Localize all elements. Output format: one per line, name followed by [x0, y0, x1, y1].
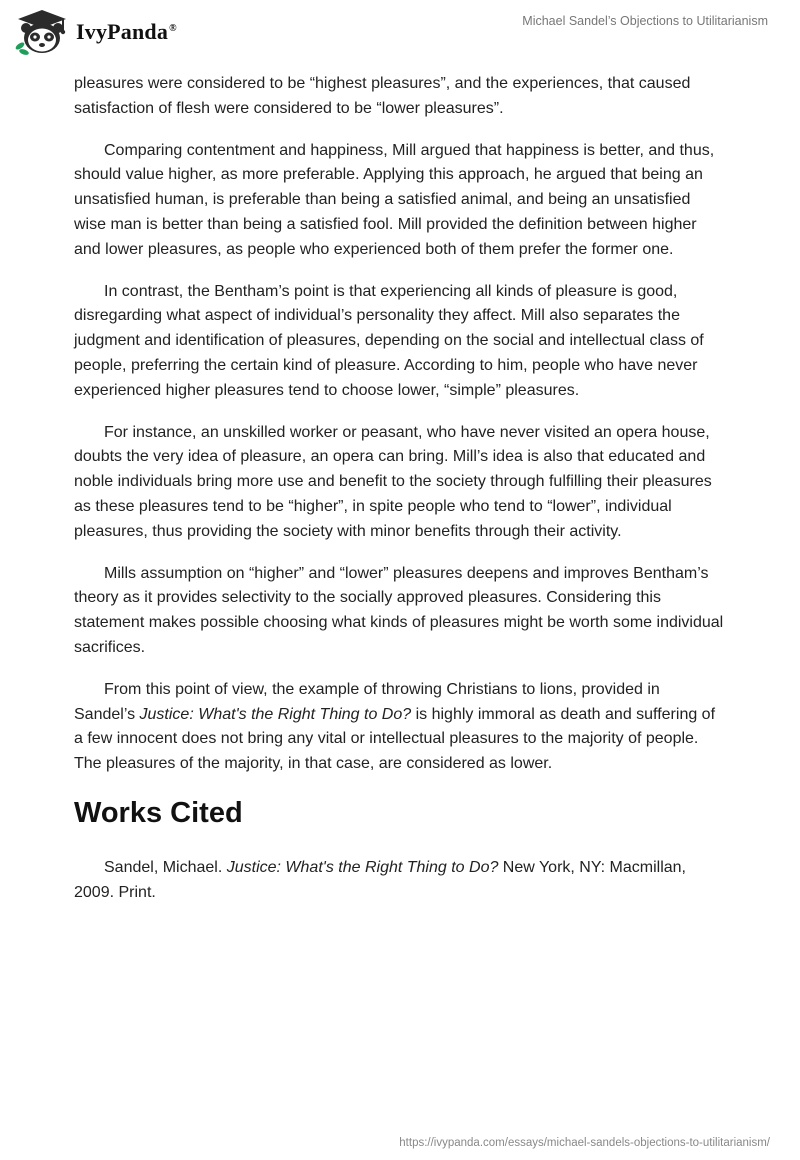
book-title: Justice: What's the Right Thing to Do?	[139, 705, 412, 723]
paragraph-6	[74, 678, 724, 777]
works-cited-heading: Works Cited	[74, 796, 243, 829]
citation-publisher: New York, NY: Macmillan, 2009. Print.	[74, 858, 686, 901]
paragraph-6-start: From this point of view, the example of throwing Christians to lions, provided in Sandel’s	[74, 680, 660, 723]
paragraph-2: Comparing contentment and happiness, Mill argued that happiness is better, and thus, should value higher, as more preferable. Applying this approach, he argued that being an unsatisfied human, is preferable than being a satisfied animal, and being an unsatisfied wise man is better than being a satisfied fool. Mill provided the definition between higher and lower pleasures, as people who experienced both of them prefer the former one.	[74, 141, 715, 258]
document-title: Michael Sandel’s Objections to Utilitarianism	[522, 14, 768, 28]
page-header	[0, 0, 800, 64]
ivypanda-logo[interactable]	[14, 8, 177, 56]
citation-title: Justice: What's the Right Thing to Do?	[226, 858, 499, 876]
citation-author: Sandel, Michael.	[104, 858, 227, 876]
paragraph-4: For instance, an unskilled worker or peasant, who have never visited an opera house, doubts the very idea of pleasure, an opera can bring. Mill’s idea is also that educated and noble individuals bring more use and benefit to the society through fulfilling their pleasures as these pleasures tend to be “higher”, in spite people who tend to “lower”, individual pleasures, thus providing the society with minor benefits through their activity.	[74, 423, 712, 540]
citation-entry	[74, 856, 724, 906]
brand-name	[76, 19, 177, 45]
paragraph-6-end: is highly immoral as death and suffering of a few innocent does not bring any vital or intellectual pleasures to the majority of people. The pleasures of the majority, in that case, are considered as lower.	[74, 705, 716, 773]
panda-logo-icon	[14, 8, 70, 56]
registered-mark: ®	[169, 22, 177, 34]
brand-text: IvyPanda	[76, 19, 169, 44]
source-url-link[interactable]: https://ivypanda.com/essays/michael-sandels-objections-to-utilitarianism/	[399, 1137, 770, 1149]
paragraph-3: In contrast, the Bentham’s point is that experiencing all kinds of pleasure is good, disregarding what aspect of individual’s personality they affect. Mill also separates the judgment and identification of pleasures, depending on the social and intellectual class of people, preferring the certain kind of pleasure. According to him, people who have never experienced higher pleasures tend to choose lower, “simple” pleasures.	[74, 282, 704, 399]
paragraph-5: Mills assumption on “higher” and “lower” pleasures deepens and improves Bentham’s theory as it provides selectivity to the socially approved pleasures. Considering this statement makes possible choosing what kinds of pleasures might be worth some individual sacrifices.	[74, 564, 724, 656]
paragraph-1: pleasures were considered to be “highest pleasures”, and the experiences, that caused satisfaction of flesh were considered to be “lower pleasures”.	[74, 75, 691, 117]
essay-content	[74, 72, 724, 923]
